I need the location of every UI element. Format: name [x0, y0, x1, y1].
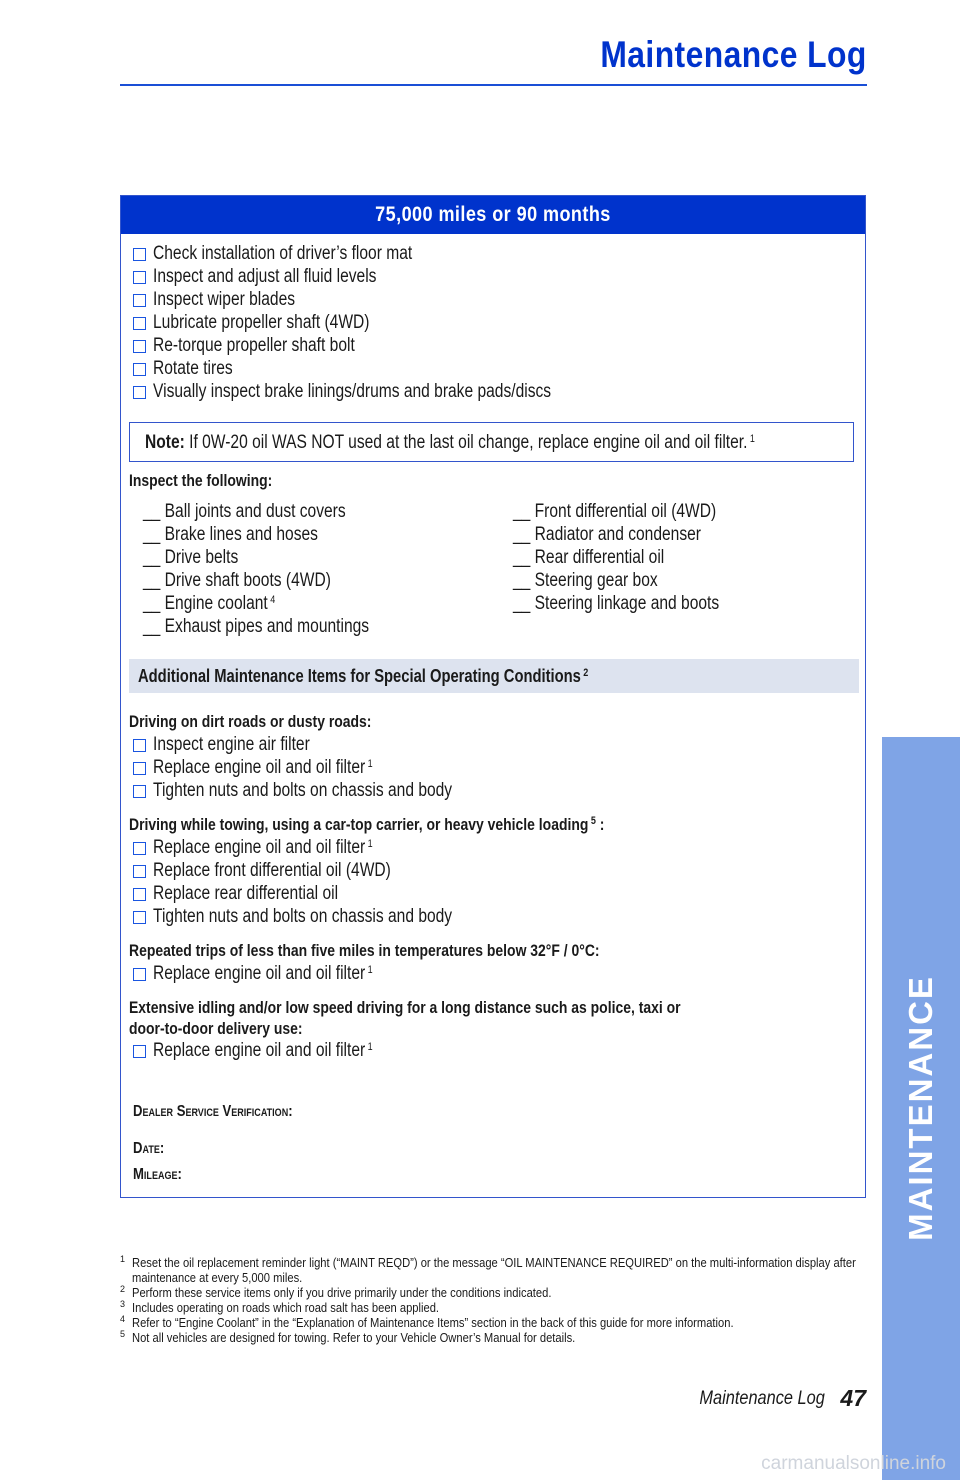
condition-item: Replace front differential oil (4WD): [153, 860, 391, 881]
condition-item: Replace engine oil and oil filter $^1$: [153, 1040, 373, 1061]
additional-items-title: Additional Maintenance Items for Special Operating Conditions $^2$: [138, 666, 589, 686]
condition-item: Inspect engine air filter: [153, 734, 310, 755]
note-text: Note: If 0W-20 oil WAS NOT used at the last oil change, replace engine oil and oil filter. $^1$: [145, 432, 755, 453]
mileage-label: Mileage:: [133, 1166, 182, 1183]
checklist-item: Inspect wiper blades: [153, 289, 296, 310]
inspect-title: Inspect the following:: [129, 471, 273, 490]
checkbox[interactable]: [133, 911, 146, 924]
checkbox[interactable]: [133, 271, 146, 284]
condition-title: Driving while towing, using a car-top carrier, or heavy vehicle loading $^5$ :: [129, 815, 605, 834]
section-tab-label: MAINTENANCE: [902, 975, 939, 1241]
dealer-verification-label: Dealer Service Verification:: [133, 1103, 293, 1120]
title-divider: [120, 84, 867, 86]
checkbox[interactable]: [133, 1045, 146, 1058]
checkbox[interactable]: [133, 739, 146, 752]
inspect-item: __ Front differential oil (4WD): [513, 501, 717, 522]
footnote: 4 Refer to “Engine Coolant” in the “Explanation of Maintenance Items” section in the back of this guide for more information.: [120, 1314, 734, 1330]
condition-item: Tighten nuts and bolts on chassis and body: [153, 906, 453, 927]
checklist-item: Visually inspect brake linings/drums and brake pads/discs: [153, 381, 552, 402]
inspect-item: __ Drive belts: [143, 547, 239, 568]
condition-item: Replace engine oil and oil filter $^1$: [153, 963, 373, 984]
checkbox[interactable]: [133, 248, 146, 261]
watermark: carmanualsonline.info: [761, 1453, 946, 1474]
interval-header: 75,000 miles or 90 months: [121, 196, 865, 234]
inspect-item: __ Engine coolant $^4$: [143, 593, 276, 614]
inspect-item: __ Exhaust pipes and mountings: [143, 616, 370, 637]
condition-item: Tighten nuts and bolts on chassis and body: [153, 780, 453, 801]
note-box: [129, 422, 854, 462]
inspect-item: __ Radiator and condenser: [513, 524, 701, 545]
date-label: Date:: [133, 1140, 165, 1157]
inspect-item: __ Drive shaft boots (4WD): [143, 570, 331, 591]
condition-title-cont: door-to-door delivery use:: [129, 1019, 303, 1038]
condition-title: Extensive idling and/or low speed driving for a long distance such as police, taxi or: [129, 998, 681, 1017]
condition-item: Replace engine oil and oil filter $^1$: [153, 837, 373, 858]
checkbox[interactable]: [133, 888, 146, 901]
inspect-item: __ Brake lines and hoses: [143, 524, 318, 545]
checklist-item: Inspect and adjust all fluid levels: [153, 266, 377, 287]
checkbox[interactable]: [133, 363, 146, 376]
condition-item: Replace rear differential oil: [153, 883, 339, 904]
condition-item: Replace engine oil and oil filter $^1$: [153, 757, 373, 778]
footer-section-label: Maintenance Log: [699, 1388, 825, 1409]
checkbox[interactable]: [133, 340, 146, 353]
page-number: 47: [840, 1385, 866, 1411]
inspect-item: __ Ball joints and dust covers: [143, 501, 346, 522]
footnote: 3 Includes operating on roads which road salt has been applied.: [120, 1299, 440, 1315]
checkbox[interactable]: [133, 842, 146, 855]
inspect-item: __ Steering gear box: [513, 570, 658, 591]
checkbox[interactable]: [133, 865, 146, 878]
checkbox[interactable]: [133, 785, 146, 798]
condition-title: Driving on dirt roads or dusty roads:: [129, 712, 372, 731]
checklist-item: Lubricate propeller shaft (4WD): [153, 312, 370, 333]
checklist-item: Rotate tires: [153, 358, 233, 379]
checkbox[interactable]: [133, 317, 146, 330]
checkbox[interactable]: [133, 386, 146, 399]
checklist-item: Check installation of driver’s floor mat: [153, 243, 413, 264]
footnote: 1 Reset the oil replacement reminder light (“MAINT REQD”) or the message “OIL MAINTENANCE REQUIRED” on the multi-information display after maintenance at every 5,000 miles.: [120, 1254, 856, 1285]
checkbox[interactable]: [133, 762, 146, 775]
additional-items-bar: [129, 659, 859, 693]
page-title: Maintenance Log: [600, 34, 867, 75]
footnote: 5 Not all vehicles are designed for towing. Refer to your Vehicle Owner’s Manual for details.: [120, 1329, 576, 1345]
checkbox[interactable]: [133, 294, 146, 307]
inspect-item: __ Steering linkage and boots: [513, 593, 720, 614]
checkbox[interactable]: [133, 968, 146, 981]
condition-title: Repeated trips of less than five miles in temperatures below 32°F / 0°C:: [129, 941, 600, 960]
checklist-item: Re-torque propeller shaft bolt: [153, 335, 355, 356]
footnote: 2 Perform these service items only if you drive primarily under the conditions indicated.: [120, 1284, 552, 1300]
inspect-item: __ Rear differential oil: [513, 547, 665, 568]
footnotes: [120, 1255, 865, 1345]
maintenance-box: [120, 195, 866, 1198]
